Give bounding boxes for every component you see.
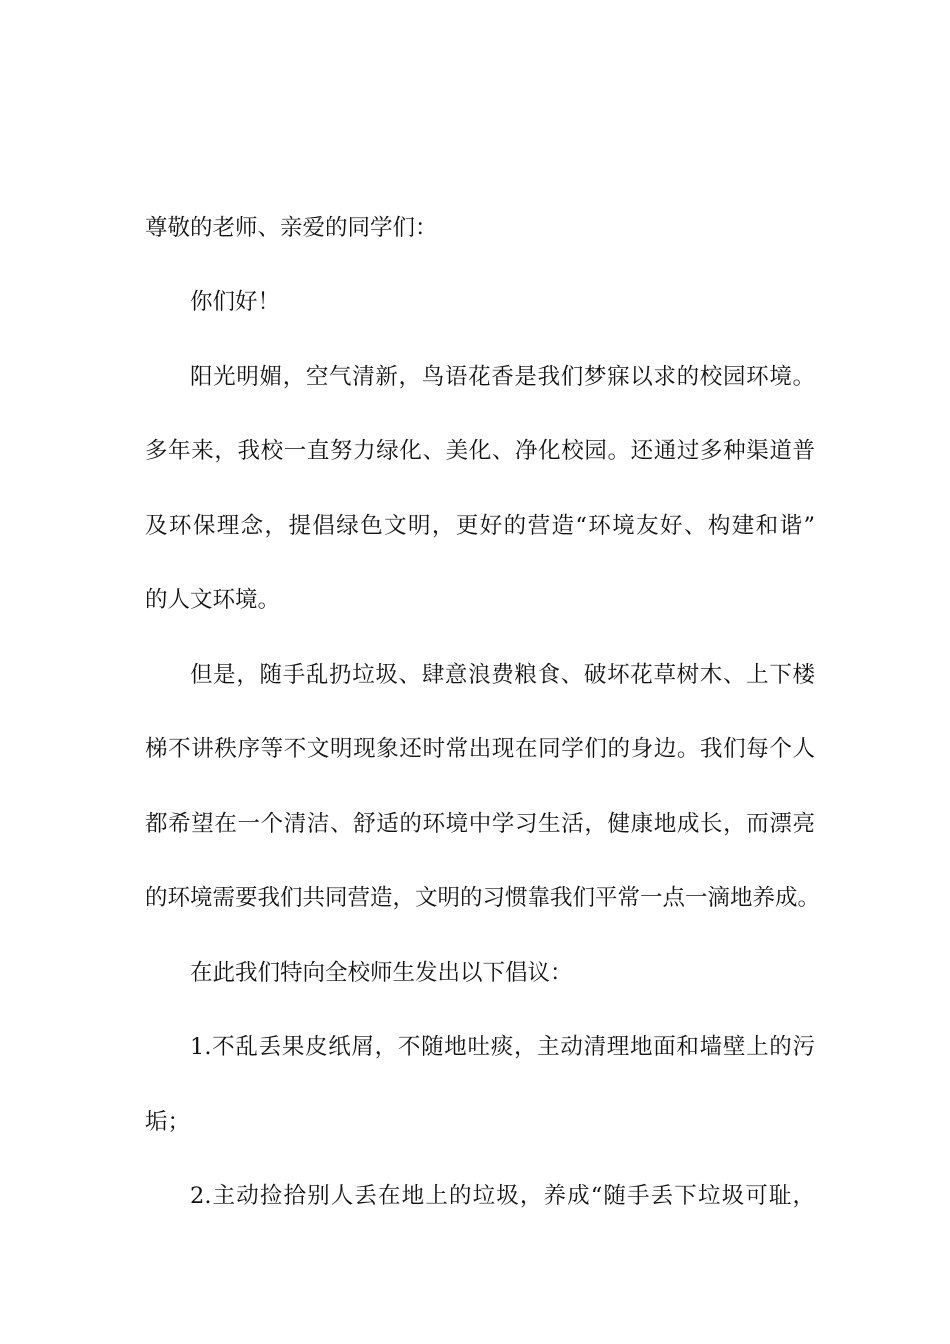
proposal-item-1-line-1: 1.不乱丢果皮纸屑，不随地吐痰，主动清理地面和墙壁上的污	[190, 1034, 815, 1060]
paragraph-1-line-1: 阳光明媚，空气清新，鸟语花香是我们梦寐以求的校园环境。	[190, 364, 815, 390]
paragraph-1-line-4: 的人文环境。	[145, 587, 281, 613]
proposal-intro: 在此我们特向全校师生发出以下倡议：	[190, 960, 573, 986]
paragraph-2-line-3: 都希望在一个清洁、舒适的环境中学习生活，健康地成长，而漂亮	[145, 811, 815, 837]
paragraph-2-line-2: 梯不讲秩序等不文明现象还时常出现在同学们的身边。我们每个人	[145, 736, 815, 762]
paragraph-1-line-2: 多年来，我校一直努力绿化、美化、净化校园。还通过多种渠道普	[145, 438, 815, 464]
paragraph-2-line-4: 的环境需要我们共同营造，文明的习惯靠我们平常一点一滴地养成。	[145, 885, 821, 911]
paragraph-2-line-1: 但是，随手乱扔垃圾、肆意浪费粮食、破坏花草树木、上下楼	[190, 662, 815, 688]
proposal-item-2-line-1: 2.主动捡拾别人丢在地上的垃圾，养成“随手丢下垃圾可耻，	[190, 1183, 815, 1209]
salutation: 尊敬的老师、亲爱的同学们：	[145, 215, 438, 241]
paragraph-1-line-3: 及环保理念，提倡绿色文明，更好的营造“环境友好、构建和谐”	[145, 513, 815, 539]
proposal-item-1-line-2: 垢；	[145, 1109, 191, 1135]
greeting: 你们好！	[190, 289, 281, 315]
